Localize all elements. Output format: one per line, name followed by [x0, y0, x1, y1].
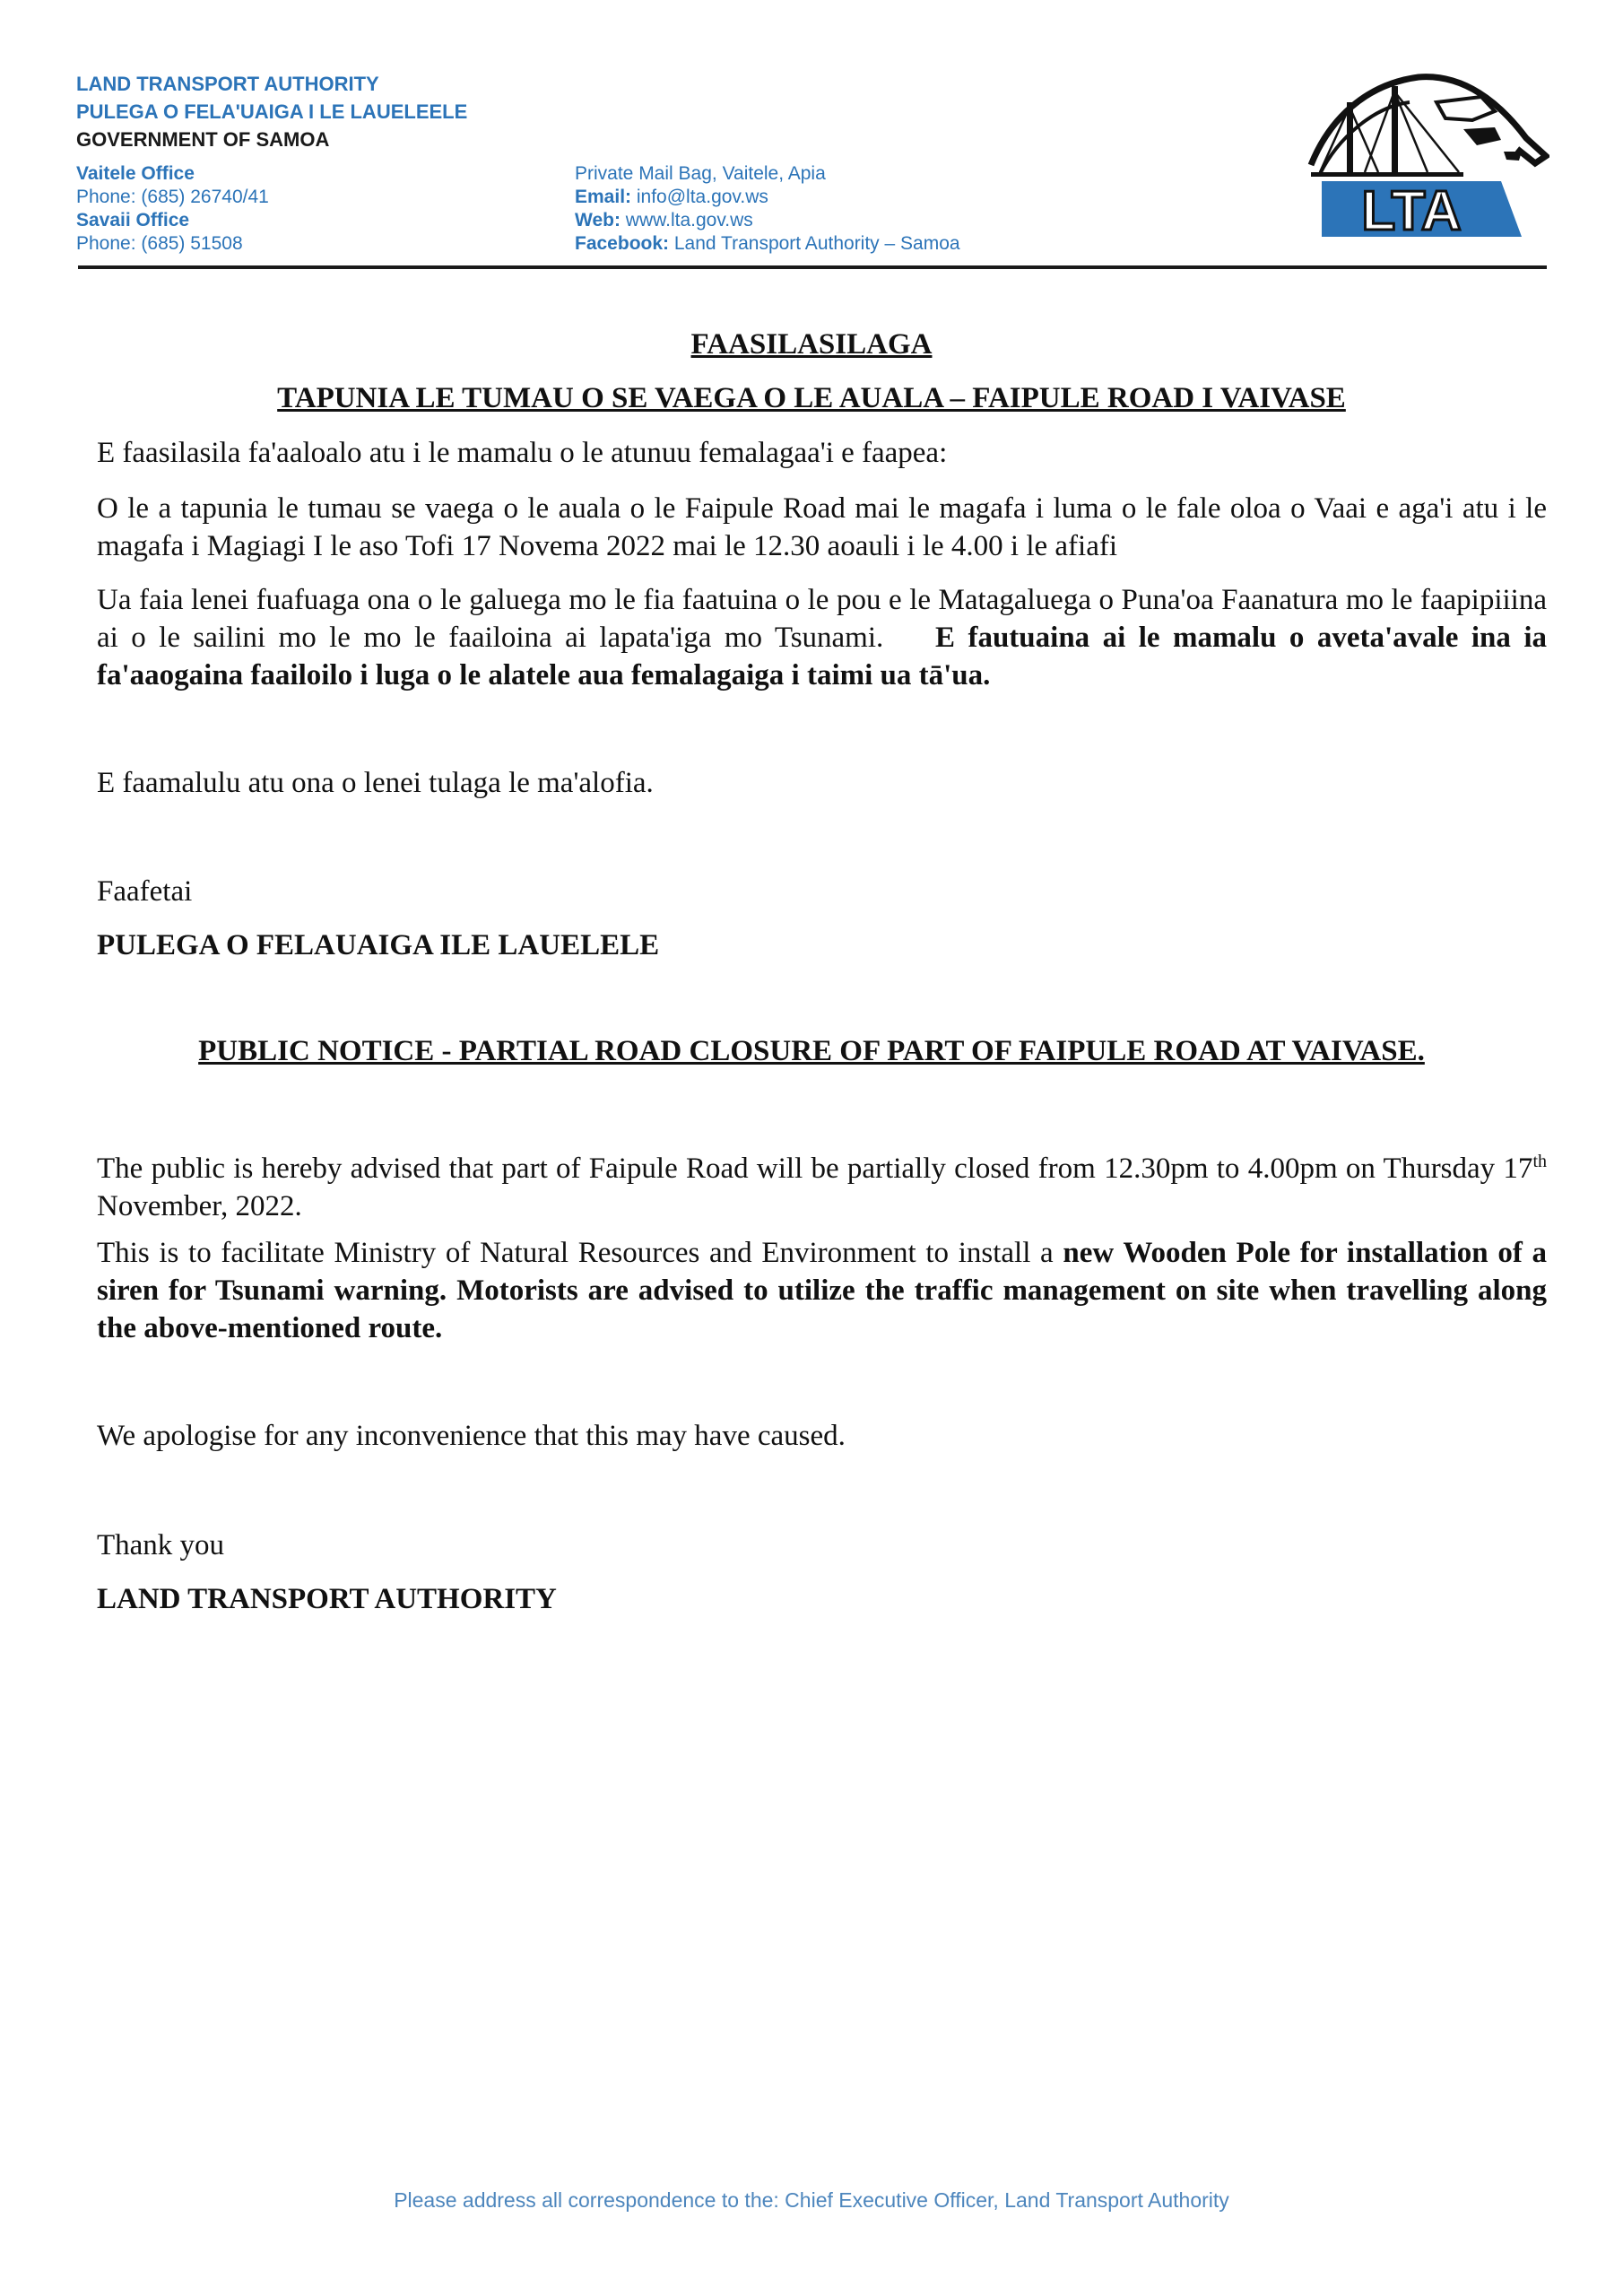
vaitele-office-phone: Phone: (685) 26740/41	[76, 187, 269, 207]
savaii-office-label: Savaii Office	[76, 210, 190, 230]
web-label: Web:	[575, 210, 621, 230]
english-paragraph-1	[97, 1143, 1547, 1225]
samoan-signature: PULEGA O FELAUAIGA ILE LAUELELE	[97, 929, 660, 961]
samoan-subtitle: TAPUNIA LE TUMAU O SE VAEGA O LE AUALA – FAIPULE ROAD I VAIVASE	[277, 382, 1346, 414]
ordinal-suffix: th	[1532, 1152, 1547, 1171]
english-paragraph-1-date: November, 2022.	[97, 1190, 302, 1222]
org-name-samoan: PULEGA O FELA'UAIGA I LE LAUELEELE	[76, 100, 468, 123]
header-divider	[78, 265, 1547, 269]
samoan-title: FAASILASILAGA	[690, 328, 933, 361]
samoan-paragraph-3-advice: E fautuaina ai le mamalu o aveta'avale ina ia fa'aaogaina faailoilo i luga o le alatele aua femalagaiga i taimi ua tā'ua.	[97, 622, 1548, 691]
page-footer: Please address all correspondence to the: Chief Executive Officer, Land Transport Authority	[394, 2188, 1229, 2212]
english-paragraph-2-text: This is to facilitate Ministry of Natural Resources and Environment to install a	[97, 1237, 1063, 1269]
letterhead	[76, 70, 467, 153]
samoan-paragraph-3	[97, 581, 1547, 694]
vaitele-office-label: Vaitele Office	[76, 163, 195, 184]
english-paragraph-2-advice: new Wooden Pole for installation of a siren for Tsunami warning. Motorists are advised to utilize the traffic management on site when travelling along the above-mentioned route.	[97, 1237, 1547, 1344]
samoan-thanks: Faafetai	[97, 875, 193, 908]
english-paragraph-2	[97, 1234, 1547, 1347]
web-link[interactable]: www.lta.gov.ws	[625, 210, 753, 230]
org-name-english: LAND TRANSPORT AUTHORITY	[76, 73, 379, 95]
office-contacts	[76, 162, 269, 256]
samoan-paragraph-3-text: Ua faia lenei fuafuaga ona o le galuega mo le fia faatuina o le pou e le Matagaluega o Puna'oa Faanatura mo le faapipiiina ai o le sailini mo le mo le faailoina ai lapata'iga mo Tsunami.	[97, 584, 1547, 654]
facebook-link[interactable]: Land Transport Authority – Samoa	[673, 233, 960, 254]
english-paragraph-1-text: The public is hereby advised that part of Faipule Road will be partially closed from 12.30pm to 4.00pm on Thursday 17	[97, 1152, 1533, 1185]
samoan-paragraph-2: O le a tapunia le tumau se vaega o le auala o le Faipule Road mai le magafa i luma o le fale oloa o Vaai e aga'i atu i le magafa i Magiagi I le aso Tofi 17 Novema 2022 mai le 12.30 aoauli i le 4.00 i le afiafi	[97, 492, 1547, 562]
english-title: PUBLIC NOTICE - PARTIAL ROAD CLOSURE OF PART OF FAIPULE ROAD AT VAIVASE.	[198, 1035, 1425, 1067]
english-paragraph-3: We apologise for any inconvenience that this may have caused.	[97, 1420, 846, 1452]
logo-lettering: LTA	[1361, 180, 1462, 242]
org-government: GOVERNMENT OF SAMOA	[76, 128, 330, 151]
postal-address: Private Mail Bag, Vaitele, Apia	[575, 163, 826, 184]
facebook-label: Facebook:	[575, 233, 670, 254]
email-link[interactable]: info@lta.gov.ws	[636, 187, 768, 207]
lta-logo	[1302, 66, 1549, 246]
english-thanks: Thank you	[97, 1529, 225, 1561]
postal-contacts	[575, 162, 960, 256]
savaii-office-phone: Phone: (685) 51508	[76, 233, 243, 254]
english-signature: LAND TRANSPORT AUTHORITY	[97, 1583, 557, 1615]
samoan-paragraph-1: E faasilasila fa'aaloalo atu i le mamalu o le atunuu femalagaa'i e faapea:	[97, 437, 948, 469]
email-label: Email:	[575, 187, 632, 207]
samoan-paragraph-4: E faamalulu atu ona o lenei tulaga le ma'alofia.	[97, 767, 654, 799]
